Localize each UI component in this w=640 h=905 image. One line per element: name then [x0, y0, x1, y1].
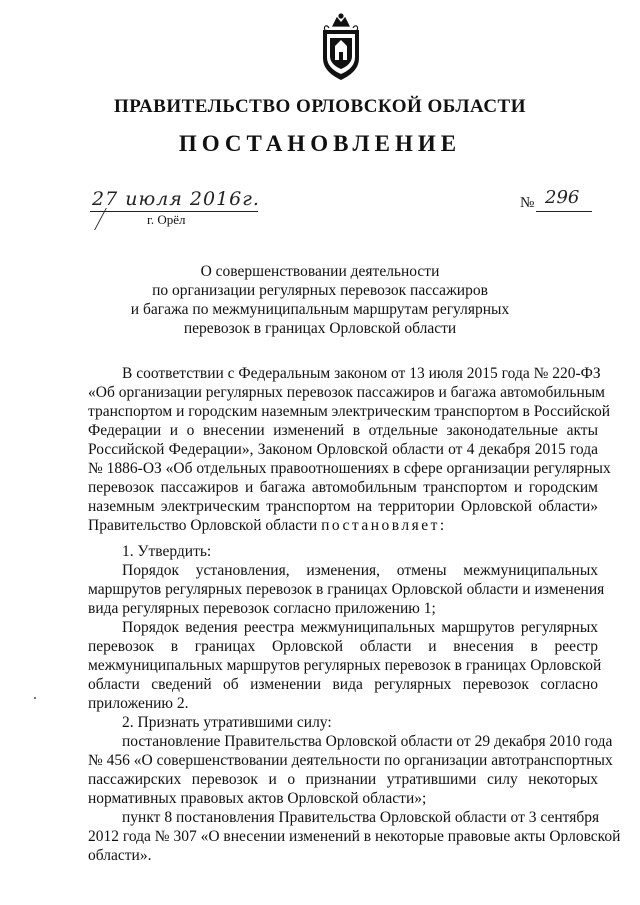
item-2a-line: пассажирских перевозок и о признании утратившими силу некоторых [88, 771, 598, 788]
item-1b-line: перевозок в границах Орловской области и внесения в реестр [88, 638, 598, 655]
preamble-last-text: Правительство Орловской области [88, 517, 318, 534]
preamble-line: перевозок пассажиров и багажа автомобильным транспортом и городским [88, 479, 598, 496]
item-2-title: 2. Признать утратившими силу: [122, 714, 332, 731]
item-1a-line: Порядок установления, изменения, отмены межмуниципальных [122, 562, 598, 579]
preamble-line: В соответствии с Федеральным законом от 13 июля 2015 года № 220-ФЗ [122, 365, 601, 382]
handwritten-number: 296 [545, 187, 580, 208]
decree-word: постановляет: [321, 517, 447, 534]
item-1a-line: маршрутов регулярных перевозок в границах Орловской области и изменения [88, 581, 605, 598]
subject-line: перевозок в границах Орловской области [183, 320, 457, 337]
item-2b-line: 2012 года № 307 «О внесении изменений в некоторые правовые акты Орловской [88, 828, 621, 845]
organization-title: ПРАВИТЕЛЬСТВО ОРЛОВСКОЙ ОБЛАСТИ [113, 96, 526, 117]
handwritten-date: 27 июля 2016г. [92, 188, 260, 210]
subject-line: и багажа по межмуниципальным маршрутам регулярных [130, 301, 510, 318]
item-1 [88, 542, 605, 713]
item-1a-line: вида регулярных перевозок согласно приложению 1; [88, 600, 436, 617]
item-2b-line: области». [88, 847, 152, 864]
document-subject [0, 262, 640, 338]
preamble-paragraph [88, 364, 611, 535]
preamble-line: № 1886-ОЗ «Об отдельных правоотношениях в сфере организации регулярных [88, 460, 611, 477]
number-underline [536, 211, 592, 212]
preamble-line: транспортом и городским наземным электрическим транспортом в Российской [88, 403, 611, 420]
subject-line: по организации регулярных перевозок пассажиров [152, 282, 488, 299]
preamble-line: «Об организации регулярных перевозок пассажиров и багажа автомобильным [88, 384, 605, 401]
item-1b-line: Порядок ведения реестра межмуниципальных маршрутов регулярных [122, 619, 598, 636]
preamble-last-line [88, 516, 598, 535]
preamble-line: Российской Федерации», Законом Орловской области от 4 декабря 2015 года [88, 441, 598, 458]
item-2b-line: пункт 8 постановления Правительства Орловской области от 3 сентября [122, 809, 600, 826]
subject-line: О совершенствовании деятельности [200, 263, 440, 280]
item-2 [88, 713, 621, 865]
city-label: г. Орёл [147, 212, 186, 227]
document-type: ПОСТАНОВЛЕНИЕ [178, 131, 462, 156]
item-1b-line: области сведений об изменении вида регулярных перевозок согласно [88, 676, 598, 693]
item-2a-line: постановление Правительства Орловской области от 29 декабря 2010 года [122, 733, 613, 750]
item-2a-line: № 456 «О совершенствовании деятельности по организации автотранспортных [88, 752, 613, 769]
preamble-line: Федерации и о внесении изменений в отдельные законодательные акты [88, 422, 598, 439]
item-1b-line: приложению 2. [88, 695, 189, 712]
item-2a-line: нормативных правовых актов Орловской области»; [88, 790, 427, 807]
item-1-title: 1. Утвердить: [122, 543, 212, 560]
scan-speck [34, 697, 36, 699]
coat-of-arms-icon [319, 12, 363, 82]
item-1b-line: межмуниципальных маршрутов регулярных перевозок в границах Орловской [88, 657, 602, 674]
preamble-line: наземным электрическим транспортом на территории Орловской области» [88, 498, 598, 515]
number-sign: № [520, 195, 535, 211]
